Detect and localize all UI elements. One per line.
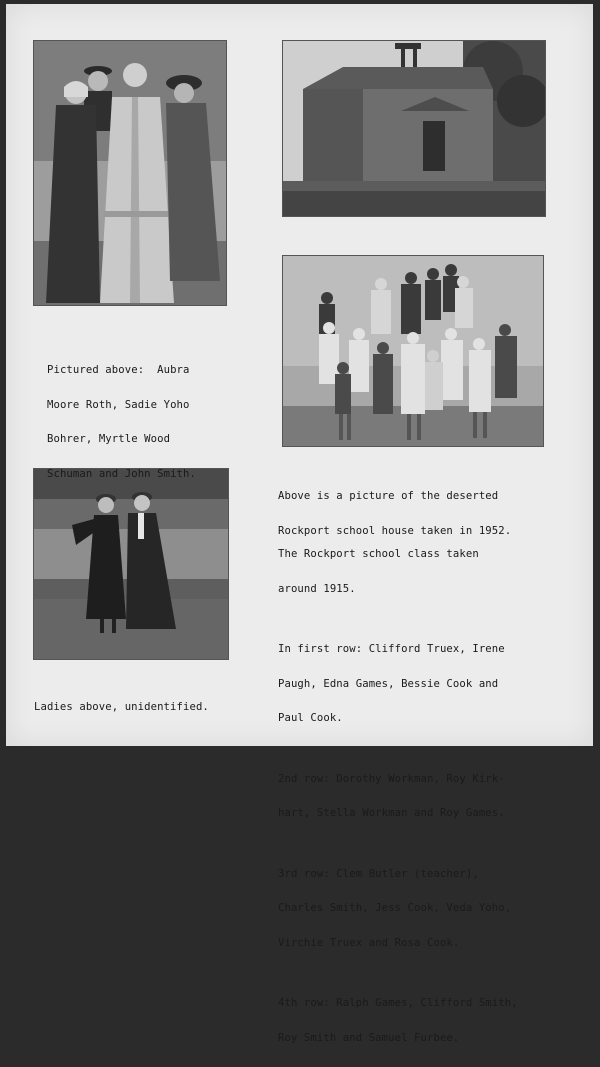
caption-line: Above is a picture of the deserted xyxy=(278,490,499,502)
caption-line: Rockport school house taken in 1952. xyxy=(278,524,512,537)
caption-line: Pictured above: Aubra xyxy=(47,364,190,376)
caption-line: Charles Smith, Jess Cook, Veda Yoho, xyxy=(278,902,512,914)
photo-school-class xyxy=(283,256,543,446)
caption-line: hart, Stella Workman and Roy Games. xyxy=(278,807,505,819)
caption-line: Virchie Truex and Rosa Cook. xyxy=(278,936,460,949)
scrapbook-page xyxy=(6,4,593,1044)
photo-schoolhouse xyxy=(283,41,545,216)
caption-line: The Rockport school class taken xyxy=(278,548,479,560)
caption-line: Schuman and John Smith. xyxy=(47,467,196,480)
caption-line: 4th row: Ralph Games, Clifford Smith, xyxy=(278,997,518,1009)
caption-line: Roy Smith and Samuel Furbee. xyxy=(278,1031,460,1044)
caption-line: 3rd row: Clem Butler (teacher), xyxy=(278,867,479,880)
photo-four-adults xyxy=(34,41,226,305)
caption-four-adults xyxy=(47,342,196,503)
caption-two-ladies xyxy=(34,679,209,737)
caption-line: Paul Cook. xyxy=(278,712,343,724)
caption-line: around 1915. xyxy=(278,582,356,595)
caption-line: Bohrer, Myrtle Wood xyxy=(47,433,171,445)
caption-line: Ladies above, unidentified. xyxy=(34,701,209,713)
caption-line: Moore Roth, Sadie Yoho xyxy=(47,398,190,411)
caption-line: 2nd row: Dorothy Workman, Roy Kirk- xyxy=(278,772,505,785)
caption-line: Paugh, Edna Games, Bessie Cook and xyxy=(278,677,499,690)
caption-school-class xyxy=(278,526,518,1067)
caption-line: In first row: Clifford Truex, Irene xyxy=(278,643,505,655)
